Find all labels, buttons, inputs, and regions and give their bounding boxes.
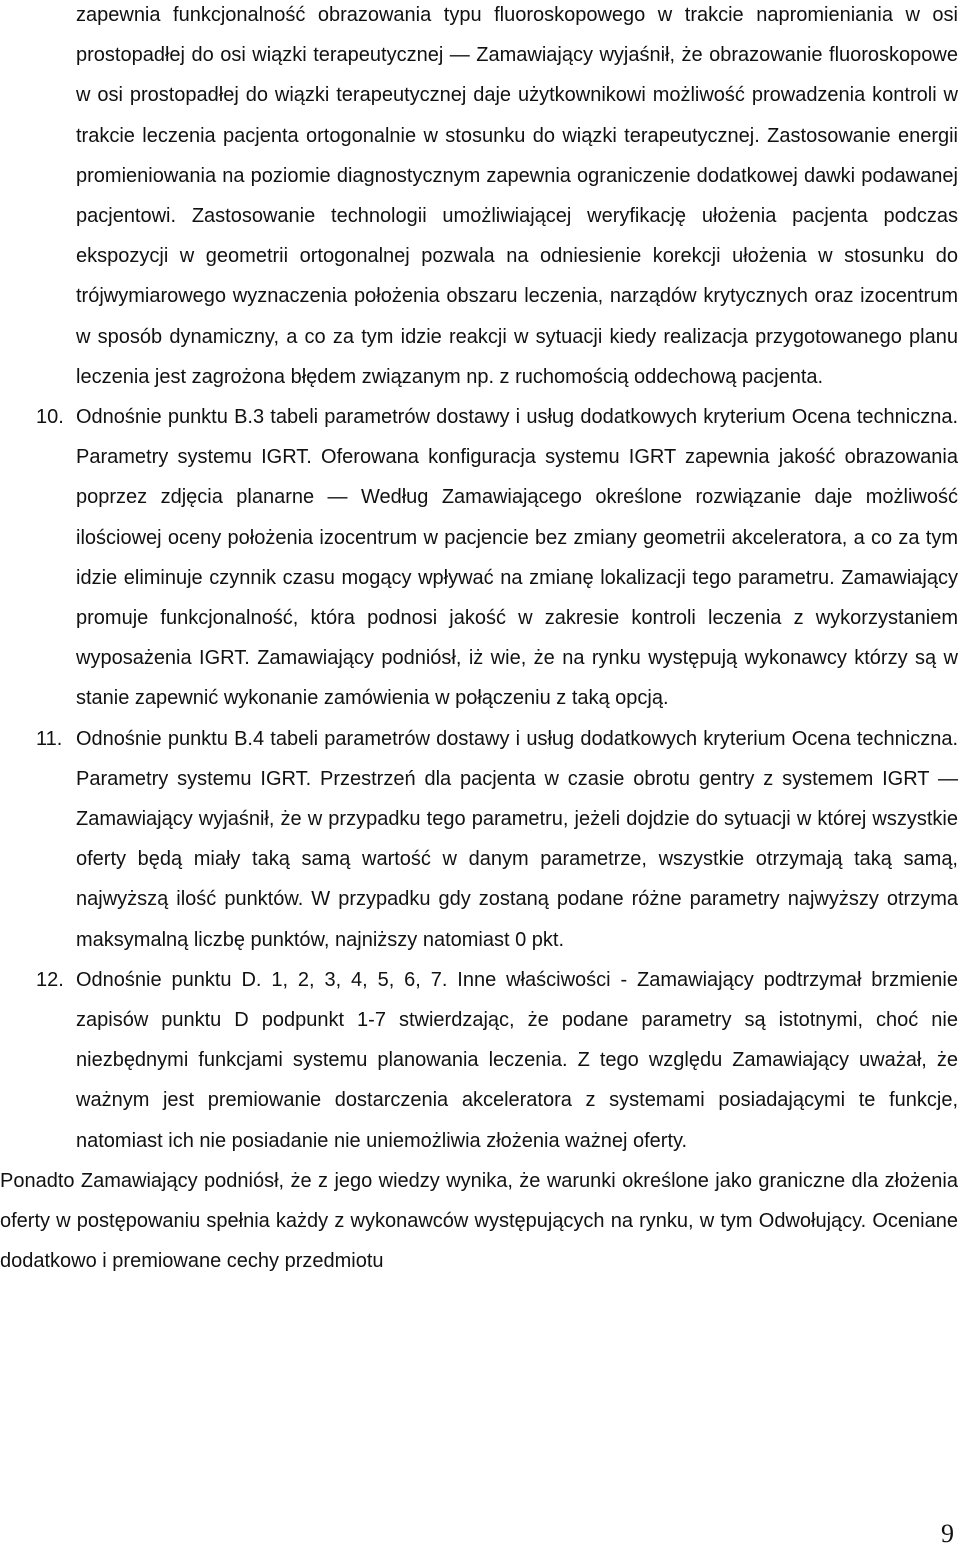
list-item [36, 719, 958, 960]
list-item-text: Odnośnie punktu D. 1, 2, 3, 4, 5, 6, 7. Inne właściwości - Zamawiający podtrzymał brzmienie zapisów punktu D podpunkt 1-7 stwierdzając, że podane parametry są istotnymi, choć nie niezbędnymi funkcjami systemu planowania leczenia. Z tego względu Zamawiający uważał, że ważnym jest premiowanie dostarczenia akceleratora z systemami posiadającymi te funkcje, natomiast ich nie posiadanie nie uniemożliwia złożenia ważnej oferty. [76, 968, 958, 1152]
list-item-text: Odnośnie punktu B.3 tabeli parametrów dostawy i usług dodatkowych kryterium Ocena techniczna. Parametry systemu IGRT. Oferowana konfiguracja systemu IGRT zapewnia jakość obrazowania poprzez zdjęcia planarne — Według Zamawiającego określone rozwiązanie daje możliwość ilościowej oceny położenia izocentrum w pacjencie bez zmiany geometrii akceleratora, a co za tym idzie eliminuje czynnik czasu mogący wpływać na zmianę lokalizacji tego parametru. Zamawiający promuje funkcjonalność, która podnosi jakość w zakresie kontroli leczenia z wykorzystaniem wyposażenia IGRT. Zamawiający podniósł, iż wie, że na rynku występują wykonawcy którzy są w stanie zapewnić wykonanie zamówienia w połączeniu z taką opcją. [76, 406, 958, 710]
page-number: 9 [941, 1519, 954, 1548]
list-item [36, 397, 958, 719]
closing-paragraph: Ponadto Zamawiający podniósł, że z jego wiedzy wynika, że warunki określone jako graniczne dla złożenia oferty w postępowaniu spełnia każdy z wykonawców występujących na rynku, w tym Odwołujący. Oceniane dodatkowo i premiowane cechy przedmiotu [0, 1169, 958, 1273]
continued-paragraph: zapewnia funkcjonalność obrazowania typu fluoroskopowego w trakcie napromieniania w osi prostopadłej do osi wiązki terapeutycznej — Zamawiający wyjaśnił, że obrazowanie fluoroskopowe w osi prostopadłej do wiązki terapeutycznej daje użytkownikowi możliwość prowadzenia kontroli w trakcie leczenia pacjenta ortogonalnie w stosunku do wiązki terapeutycznej. Zastosowanie energii promieniowania na poziomie diagnostycznym zapewnia ograniczenie dodatkowej dawki podawanej pacjentowi. Zastosowanie technologii umożliwiającej weryfikację ułożenia pacjenta podczas ekspozycji w geometrii ortogonalnej pozwala na odniesienie korekcji ułożenia w stosunku do trójwymiarowego wyznaczenia położenia obszaru leczenia, narządów krytycznych oraz izocentrum w sposób dynamiczny, a co za tym idzie reakcji w sytuacji kiedy realizacja przygotowanego planu leczenia jest zagrożona błędem związanym np. z ruchomością oddechową pacjenta. [76, 4, 958, 388]
list-item-number: 11. [36, 727, 63, 750]
list-item-number: 10. [36, 406, 64, 429]
list-item [36, 960, 958, 1161]
list-item-text: Odnośnie punktu B.4 tabeli parametrów dostawy i usług dodatkowych kryterium Ocena techniczna. Parametry systemu IGRT. Przestrzeń dla pacjenta w czasie obrotu gentry z systemem IGRT — Zamawiający wyjaśnił, że w przypadku tego parametru, jeżeli dojdzie do sytuacji w której wszystkie oferty będą miały taką samą wartość w danym parametrze, wszystkie otrzymają taką samą, najwyższą ilość punktów. W przypadku gdy zostaną podane różne parametry najwyższy otrzyma maksymalną liczbę punktów, najniższy natomiast 0 pkt. [76, 727, 958, 951]
list-item-number: 12. [36, 968, 64, 991]
